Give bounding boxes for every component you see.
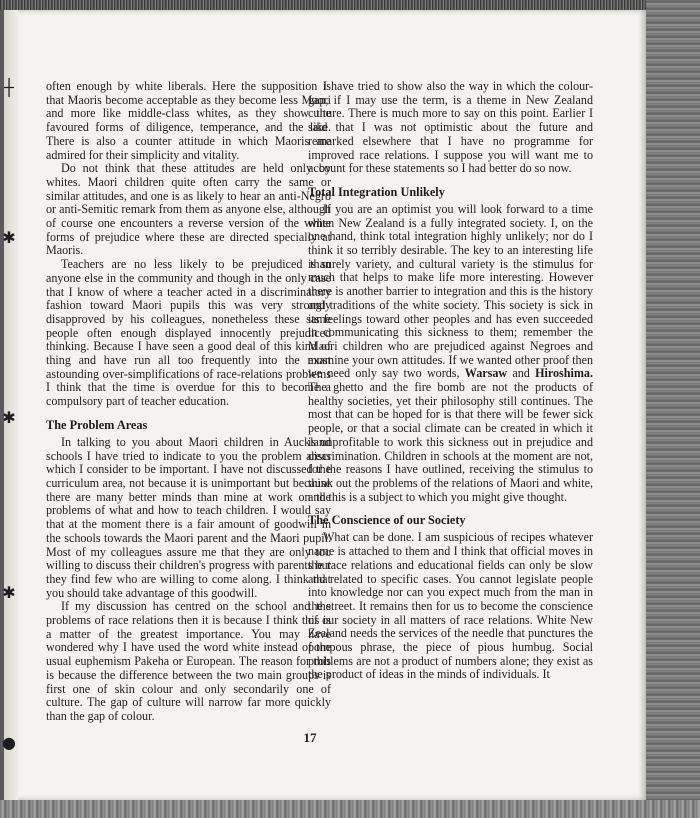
binding-staple-mark: ✱ <box>2 408 16 427</box>
scan-right-edge <box>646 0 700 818</box>
paragraph: What can be done. I am suspicious of recipes whatever name is attached to them and I think that official moves in the race relations and educational fields can only be slow and related to specific cases. You cannot legislate people into knowledge nor can you expect much from the man in the street. It remains then for us to become the conscience of our society in all matters of race relations. White New Zealand needs the services of the needle that punctures the pompous phrase, the piece of pious humbug. Social problems are not a product of numbers alone; they exist as the product of ideas in the minds of individuals. It <box>308 530 593 682</box>
right-text-column <box>308 80 593 682</box>
scan-top-edge <box>0 0 700 10</box>
page-binding-edge <box>4 10 18 800</box>
paragraph: In talking to you about Maori children in Auckland schools I have tried to indicate to you the problem areas which I consider to be important. I have not discussed the curriculum area, not because it is unimportant but because there are many better minds than mine at work on the problems of what and how to teach children. I would say that at the moment there is a fair amount of goodwill in the schools towards the Maori parent and the Maori pupil. Most of my colleagues assure me that they are only too willing to discuss their children's progress with parents but they find few who are willing to come along. I think that you should take advantage of this goodwill. <box>46 434 331 600</box>
bold-word-hiroshima: Hiroshima. <box>535 366 593 381</box>
binding-staple-mark: ✱ <box>2 583 16 602</box>
paragraph: often enough by white liberals. Here the supposition is that Maoris become acceptable as they become less Maori and more like middle-class whites, as they show the favoured forms of diligence, temperance, and the like. There is also a counter attitude in which Maoris are admired for their simplicity and vitality. <box>46 79 331 162</box>
paragraph: Teachers are no less likely to be prejudiced than anyone else in the community and though in the only case that I know of where a teacher acted in a discriminatory fashion toward Maori pupils this was very strongly disapproved by his colleagues, nonetheless these same people often enough displayed innocently prejudiced thinking. Because I have seen a good deal of this kind of thing and have run all too frequently into the most astounding over-simplifications of race-relations problems I think that the time is overdue for this to become a compulsory part of teacher education. <box>46 257 331 409</box>
paragraph: Do not think that these attitudes are held only by whites. Maori children quite often carry the same or similar attitudes, and one is as likely to hear an anti-Negro or anti-Semitic remark from them as anyone else, although of course one encounters a reverse version of the white forms of prejudice where these are directed specially at Maoris. <box>46 161 331 258</box>
paragraph: I have tried to show also the way in which the colour-gap, if I may use the term, is a theme in New Zealand culture. There is much more to say on this point. Earlier I said that I was not optimistic about the future and remarked elsewhere that I have no programme for improved race relations. I suppose you will want me to account for these statements so I had better do so now. <box>308 79 593 176</box>
section-heading: The Conscience of our Society <box>308 513 466 528</box>
paragraph: If my discussion has centred on the school and the problems of race relations then it is because I think this is a matter of the greatest importance. You may have wondered why I have used the word white instead of the usual euphemism Pakeha or European. The reason for this is because the difference between the two main groups is first one of skin colour and only secondarily one of culture. The gap of culture will narrow far more quickly than the gap of colour. <box>46 599 331 723</box>
binding-staple-mark: ● <box>2 733 16 752</box>
scan-bottom-edge <box>0 800 700 818</box>
paragraph-text: If you are an optimist you will look forward to a time when New Zealand is a fully integrated society. I, on the one hand, think total integration highly unlikely; nor do I think it so terribly desirable. The key to an interesting life is surely variety, and cultural variety is the stimulus for much that helps to make life more interesting. However there is another barrier to integration and this is the history and traditions of the white society. This society is sick in its feelings toward other peoples and has even succeeded in communicating this sickness to them; remember the Maori children who are prejudiced against Negroes and examine your own attitudes. If we wanted other proof then we need only say two words, <box>308 201 593 381</box>
section-heading: Total Integration Unlikely <box>308 184 445 199</box>
bold-word-warsaw: Warsaw <box>464 366 508 381</box>
section-heading: The Problem Areas <box>46 417 148 432</box>
paragraph <box>308 203 593 504</box>
binding-staple-mark: ✱ <box>2 228 16 247</box>
paragraph-text: and <box>507 366 536 381</box>
paragraph-text: The ghetto and the fire bomb are not the products of healthy societies, yet their philosophy still continues. The most that can be hoped for is that there will be fewer sick people, or that a social climate can be created in which it is unprofitable to work this sickness out in prejudice and discrimination. Children in schools at the moment are not, for the reasons I have outlined, receiving the stimulus to think out the problems of the relations of Maori and white, and this is a subject to which you might give thought. <box>308 380 593 504</box>
binding-staple-mark: ┼ <box>4 78 14 97</box>
left-text-column <box>46 80 331 724</box>
page-number: 17 <box>303 730 317 745</box>
